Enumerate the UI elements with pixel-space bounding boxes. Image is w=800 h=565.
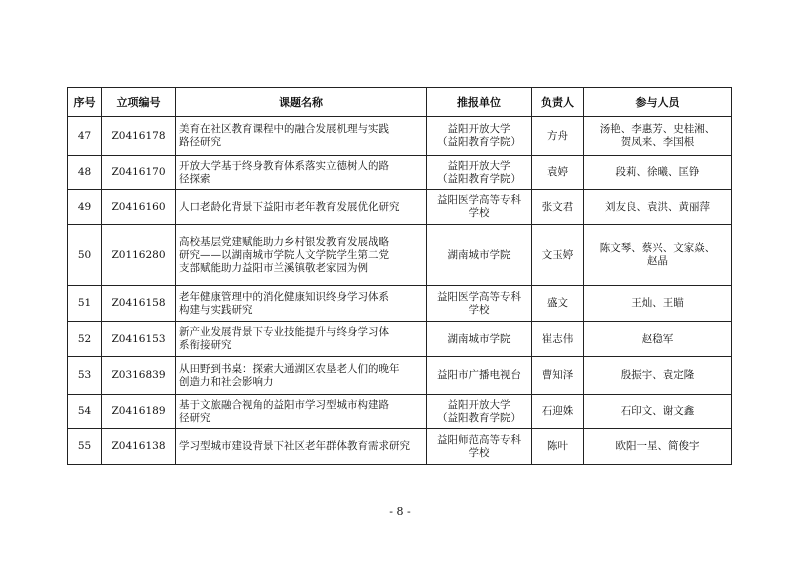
header-members: 参与人员 — [584, 88, 732, 117]
row-members-text: 陈文琴、蔡兴、文家焱、 赵晶 — [599, 242, 716, 267]
row-title — [176, 117, 427, 156]
row-unit-text: 益阳市广播电视台 — [437, 369, 521, 381]
row-members — [584, 395, 732, 429]
row-title-text: 新产业发展背景下专业技能提升与终身学习体 系衔接研究 — [179, 326, 389, 351]
row-unit-text: 益阳医学高等专科 学校 — [437, 194, 521, 219]
row-unit-text: 益阳师范高等专科 学校 — [437, 433, 521, 459]
row-seq: 52 — [68, 322, 102, 357]
row-members — [584, 190, 732, 225]
row-title-text: 美育在社区教育课程中的融合发展机理与实践 路径研究 — [179, 123, 389, 148]
row-seq: 49 — [68, 190, 102, 225]
row-members — [584, 429, 732, 465]
row-members — [584, 156, 732, 190]
row-title-text: 基于文旅融合视角的益阳市学习型城市构建路 径研究 — [179, 398, 389, 424]
row-title — [176, 395, 427, 429]
row-leader: 文玉婷 — [532, 225, 584, 286]
header-seq: 序号 — [68, 88, 102, 117]
row-unit — [427, 357, 532, 395]
row-title-text: 开放大学基于终身教育体系落实立德树人的路 径探索 — [179, 159, 389, 185]
table-row — [68, 286, 732, 322]
row-code: Z0416178 — [102, 117, 176, 156]
row-title — [176, 190, 427, 225]
row-seq: 51 — [68, 286, 102, 322]
row-unit — [427, 286, 532, 322]
row-code: Z0116280 — [102, 225, 176, 286]
page-number: - 8 - — [389, 505, 411, 518]
table-row — [68, 322, 732, 357]
row-leader: 张文君 — [532, 190, 584, 225]
row-code: Z0416158 — [102, 286, 176, 322]
row-seq: 54 — [68, 395, 102, 429]
table-row — [68, 117, 732, 156]
row-seq: 47 — [68, 117, 102, 156]
row-seq: 55 — [68, 429, 102, 465]
table-row — [68, 429, 732, 465]
row-title — [176, 286, 427, 322]
row-members-text: 欧阳一星、简俊宇 — [615, 440, 700, 452]
row-leader: 盛文 — [532, 286, 584, 322]
row-title-text: 人口老龄化背景下益阳市老年教育发展优化研究 — [179, 200, 400, 213]
table-row — [68, 156, 732, 190]
row-code: Z0316839 — [102, 357, 176, 395]
row-title-text: 学习型城市建设背景下社区老年群体教育需求研究 — [179, 440, 410, 452]
row-unit-text: 益阳开放大学 （益阳教育学院） — [437, 159, 521, 185]
row-leader: 袁婷 — [532, 156, 584, 190]
row-unit-text: 益阳医学高等专科 学校 — [437, 290, 521, 316]
row-members-text: 汤艳、李惠芳、史桂湘、 贺凤来、李国根 — [599, 123, 716, 148]
row-leader: 曹知泽 — [532, 357, 584, 395]
row-leader: 方舟 — [532, 117, 584, 156]
header-row — [68, 88, 732, 117]
row-unit — [427, 429, 532, 465]
row-unit — [427, 395, 532, 429]
row-code: Z0416138 — [102, 429, 176, 465]
row-title — [176, 357, 427, 395]
row-unit-text: 湖南城市学院 — [447, 332, 511, 345]
row-title-text: 从田野到书桌：探索大通湖区农垦老人们的晚年 创造力和社会影响力 — [179, 362, 400, 388]
row-title — [176, 429, 427, 465]
row-code: Z0416170 — [102, 156, 176, 190]
row-leader: 陈叶 — [532, 429, 584, 465]
row-members — [584, 225, 732, 286]
header-code: 立项编号 — [102, 88, 176, 117]
row-unit-text: 益阳开放大学 （益阳教育学院） — [437, 123, 521, 148]
row-unit — [427, 156, 532, 190]
row-title-text: 老年健康管理中的消化健康知识终身学习体系 构建与实践研究 — [179, 290, 389, 316]
row-members — [584, 286, 732, 322]
row-unit — [427, 190, 532, 225]
table-row — [68, 225, 732, 286]
row-members-text: 赵稳军 — [641, 332, 674, 345]
row-members — [584, 357, 732, 395]
row-members-text: 石印文、谢文鑫 — [620, 405, 695, 417]
row-members — [584, 117, 732, 156]
row-code: Z0416153 — [102, 322, 176, 357]
row-members — [584, 322, 732, 357]
row-members-text: 刘友良、袁洪、黄丽萍 — [605, 200, 710, 213]
table-row — [68, 395, 732, 429]
row-unit-text: 湖南城市学院 — [447, 248, 511, 261]
row-seq: 48 — [68, 156, 102, 190]
table-row — [68, 190, 732, 225]
row-members-text: 殷振宇、袁定隆 — [620, 369, 695, 381]
row-code: Z0416189 — [102, 395, 176, 429]
row-title-text: 高校基层党建赋能助力乡村银发教育发展战略 研究——以湖南城市学院人文学院学生第二党 支部赋能助力益阳市兰溪镇敬老家园为例 — [179, 235, 389, 274]
header-leader: 负责人 — [532, 88, 584, 117]
project-table — [67, 87, 732, 465]
header-title: 课题名称 — [176, 88, 427, 117]
row-seq: 53 — [68, 357, 102, 395]
row-members-text: 王灿、王瞄 — [631, 297, 684, 309]
row-title — [176, 156, 427, 190]
row-unit-text: 益阳开放大学 （益阳教育学院） — [437, 398, 521, 424]
row-code: Z0416160 — [102, 190, 176, 225]
header-unit: 推报单位 — [427, 88, 532, 117]
row-members-text: 段莉、徐曦、匡铮 — [615, 166, 700, 178]
row-leader: 崔志伟 — [532, 322, 584, 357]
row-title — [176, 322, 427, 357]
row-unit — [427, 117, 532, 156]
row-unit — [427, 322, 532, 357]
row-unit — [427, 225, 532, 286]
row-seq: 50 — [68, 225, 102, 286]
row-leader: 石迎姝 — [532, 395, 584, 429]
table-row — [68, 357, 732, 395]
row-title — [176, 225, 427, 286]
